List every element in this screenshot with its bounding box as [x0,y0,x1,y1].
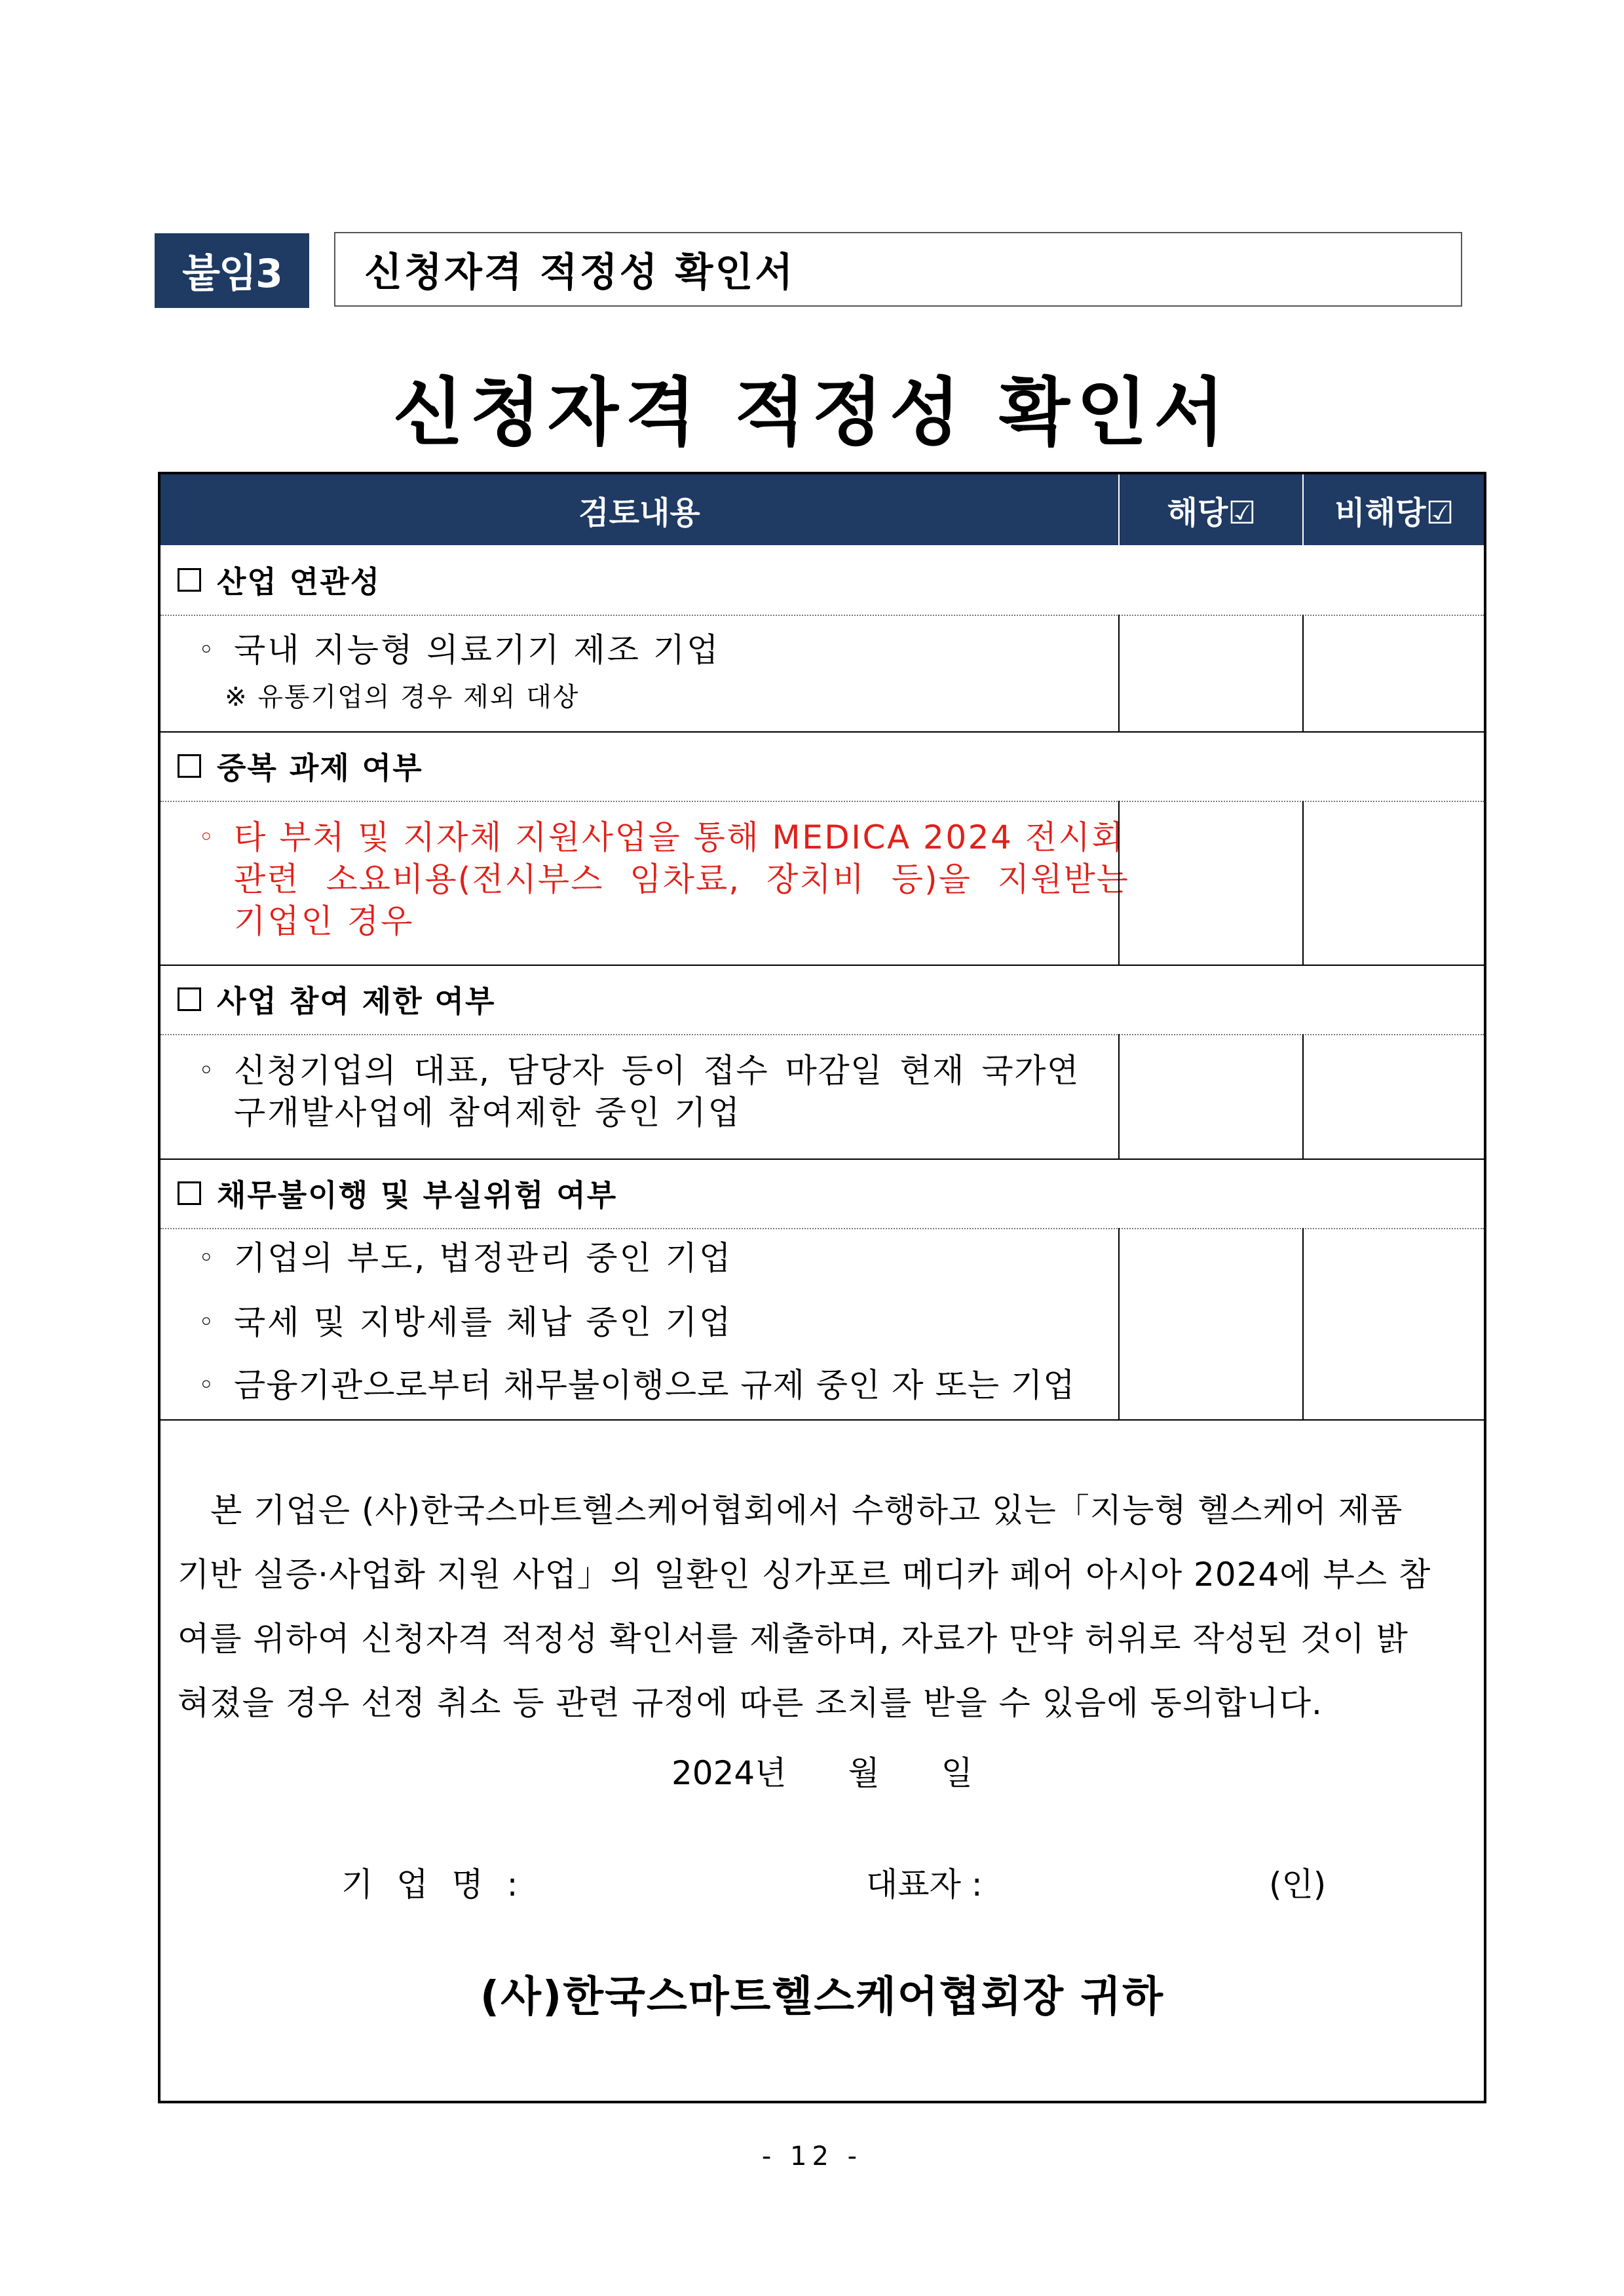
section-label: 채무불이행 및 부실위험 여부 [217,1177,618,1213]
section-heading-default-risk [161,1158,1484,1229]
not-applicable-check-cell[interactable] [1302,615,1484,731]
row-content [161,1228,1118,1419]
date-line [161,1747,1484,1794]
table-row [161,1034,1484,1160]
not-applicable-check-cell[interactable] [1302,1034,1484,1158]
applicable-check-cell[interactable] [1118,1228,1302,1419]
note-text: ※ 유통기업의 경우 제외 대상 [225,682,580,712]
row-content [161,801,1129,965]
item-text-line: 관련 소요비용(전시부스 임차료, 장치비 등)을 지원받는 [234,860,1129,898]
representative-label: 대표자 : [866,1866,983,1904]
attachment-title: 신청자격 적정성 확인서 [334,232,1462,307]
bullet-icon: ◦ [198,822,216,852]
company-name-label: 기 업 명 : [341,1866,525,1904]
seal-mark: (인) [1269,1866,1327,1904]
section-label: 중복 과제 여부 [217,750,423,786]
table-row [161,615,1484,733]
table-header [161,474,1484,545]
checkbox-icon [178,568,201,592]
document-title: 신청자격 적정성 확인서 [392,370,1232,455]
section-heading-participation [161,965,1484,1035]
header-applicable: 해당☑ [1118,474,1304,545]
not-applicable-check-cell[interactable] [1302,801,1484,965]
section-heading-industry [161,545,1484,616]
row-content [161,1034,1118,1158]
header-review-content: 검토내용 [578,494,700,531]
agreement-paragraph [178,1478,1469,1735]
checkbox-icon [178,987,201,1011]
date-year: 2024년 [671,1754,787,1792]
addressee: (사)한국스마트헬스케어협회장 귀하 [480,1973,1165,2021]
item-text-line: 신청기업의 대표, 담당자 등이 접수 마감일 현재 국가연 [234,1052,1080,1090]
item-text-line: 기업인 경우 [234,902,415,940]
section-heading-duplicate [161,731,1484,802]
date-month: 월 [848,1754,880,1792]
bullet-icon: ◦ [198,1307,216,1337]
item-text: 국세 및 지방세를 체납 중인 기업 [234,1303,733,1341]
not-applicable-check-cell[interactable] [1302,1228,1484,1419]
checkbox-icon [178,1181,201,1205]
section-label: 산업 연관성 [217,564,381,600]
item-text-line: 구개발사업에 참여제한 중인 기업 [234,1094,742,1132]
bullet-icon: ◦ [198,635,216,665]
table-row [161,1228,1484,1421]
bullet-icon: ◦ [198,1056,216,1086]
applicable-check-cell[interactable] [1118,801,1302,965]
checkbox-icon [178,754,201,778]
page-number: - 12 - [761,2141,863,2172]
item-text: 국내 지능형 의료기기 제조 기업 [234,631,721,669]
date-day: 일 [941,1754,973,1792]
bullet-icon: ◦ [198,1370,216,1400]
table-row [161,801,1484,966]
attachment-badge: 붙임3 [155,233,309,308]
row-content [161,615,1118,731]
section-label: 사업 참여 제한 여부 [217,984,496,1019]
agreement-line: 혀졌을 경우 선정 취소 등 관련 규정에 따른 조치를 받을 수 있음에 동의합니다. [178,1684,1323,1722]
agreement-line: 여를 위하여 신청자격 적정성 확인서를 제출하며, 자료가 만약 허위로 작성된 것이 밝 [178,1620,1408,1658]
item-text: 금융기관으로부터 채무불이행으로 규제 중인 자 또는 기업 [234,1366,1076,1404]
agreement-line: 본 기업은 (사)한국스마트헬스케어협회에서 수행하고 있는「지능형 헬스케어 제품 [210,1491,1403,1529]
applicable-check-cell[interactable] [1118,615,1302,731]
agreement-line: 기반 실증·사업화 지원 사업」의 일환인 싱가포르 메디카 페어 아시아 2024에 부스 참 [178,1556,1431,1594]
header-not-applicable: 비해당☑ [1302,474,1485,545]
item-text-line: 타 부처 및 지자체 지원사업을 통해 MEDICA 2024 전시회 [234,818,1125,856]
confirmation-form [158,472,1486,2103]
bullet-icon: ◦ [198,1243,216,1273]
applicable-check-cell[interactable] [1118,1034,1302,1158]
item-text: 기업의 부도, 법정관리 중인 기업 [234,1239,733,1277]
